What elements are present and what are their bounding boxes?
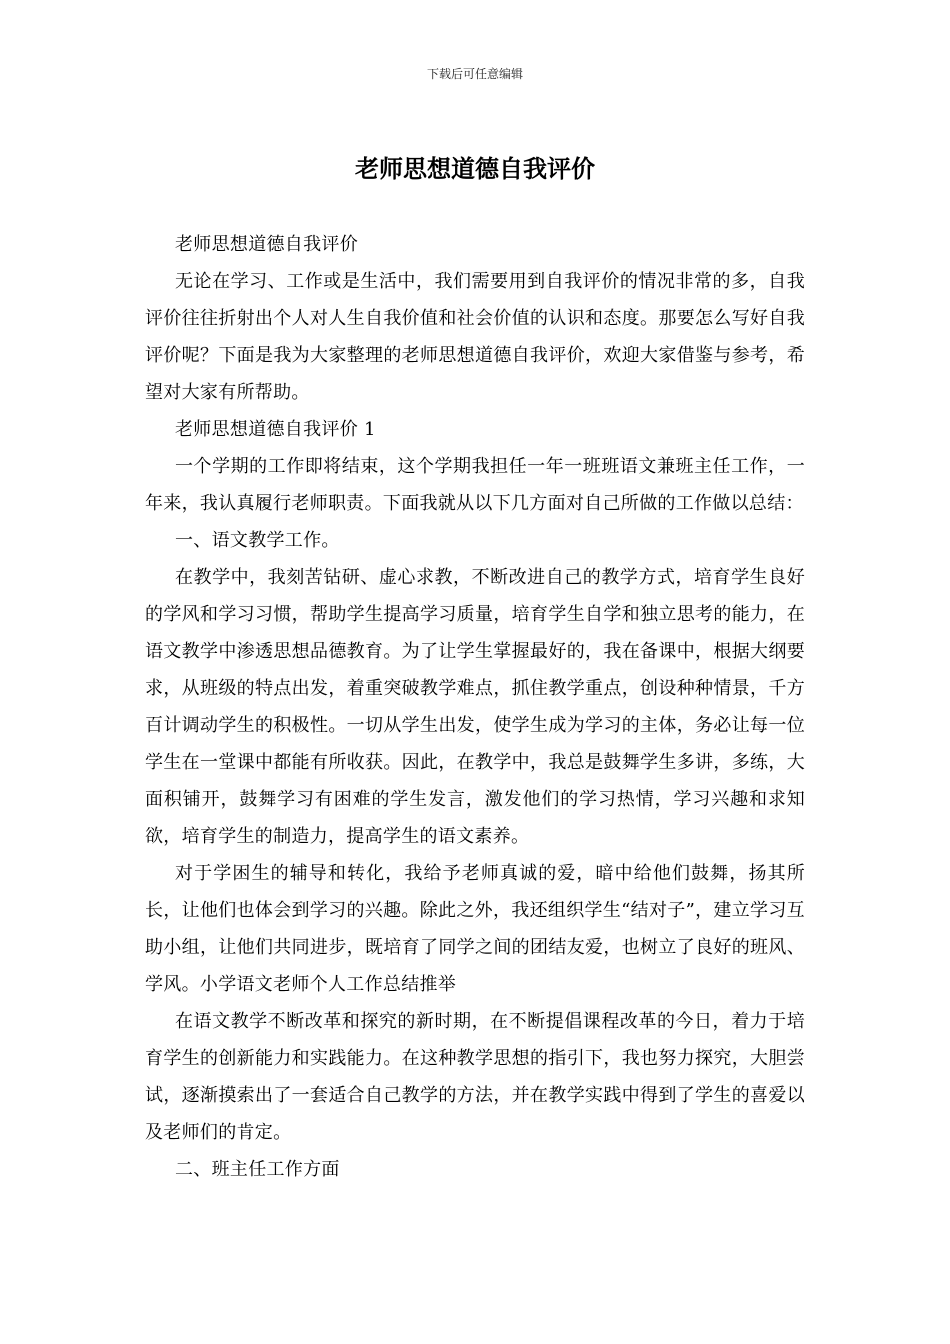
- paragraph-intro: 无论在学习、工作或是生活中，我们需要用到自我评价的情况非常的多，自我评价往往折射出个人对人生自我价值和社会价值的认识和态度。那要怎么写好自我评价呢？下面是我为大家整理的老师思想道德自我评价，欢迎大家借鉴与参考，希望对大家有所帮助。: [145, 271, 805, 403]
- paragraph-section-heading: 老师思想道德自我评价 1: [175, 419, 376, 440]
- paragraph-subtitle: 老师思想道德自我评价: [175, 234, 358, 255]
- paragraph-opening: 一个学期的工作即将结束，这个学期我担任一年一班班语文兼班主任工作，一年来，我认真履行老师职责。下面我就从以下几方面对自己所做的工作做以总结：: [145, 456, 805, 514]
- paragraph-tutoring: 对于学困生的辅导和转化，我给予老师真诚的爱，暗中给他们鼓舞，扬其所长，让他们也体会到学习的兴趣。除此之外，我还组织学生“结对子”，建立学习互助小组，让他们共同进步，既培育了同学之间的团结友爱，也树立了良好的班风、学风。小学语文老师个人工作总结推举: [145, 863, 805, 995]
- paragraph-reform: 在语文教学不断改革和探究的新时期，在不断提倡课程改革的今日，着力于培育学生的创新能力和实践能力。在这种教学思想的指引下，我也努力探究，大胆尝试，逐渐摸索出了一套适合自己教学的方法，并在教学实践中得到了学生的喜爱以及老师们的肯定。: [145, 1011, 805, 1143]
- paragraph-heading-teaching: 一、语文教学工作。: [175, 530, 340, 551]
- document-title: 老师思想道德自我评价: [355, 154, 595, 183]
- paragraph-teaching: 在教学中，我刻苦钻研、虚心求教，不断改进自己的教学方式，培育学生良好的学风和学习习惯，帮助学生提高学习质量，培育学生自学和独立思考的能力，在语文教学中渗透思想品德教育。为了让学生掌握最好的，我在备课中，根据大纲要求，从班级的特点出发，着重突破教学难点，抓住教学重点，创设种种情景，千方百计调动学生的积极性。一切从学生出发，使学生成为学习的主体，务必让每一位学生在一堂课中都能有所收获。因此，在教学中，我总是鼓舞学生多讲，多练，大面积铺开，鼓舞学习有困难的学生发言，激发他们的学习热情，学习兴趣和求知欲，培育学生的制造力，提高学生的语文素养。: [145, 567, 805, 847]
- paragraph-heading-class-teacher: 二、班主任工作方面: [175, 1159, 340, 1180]
- document-body: [145, 226, 805, 1188]
- header-note: 下载后可任意编辑: [426, 67, 523, 81]
